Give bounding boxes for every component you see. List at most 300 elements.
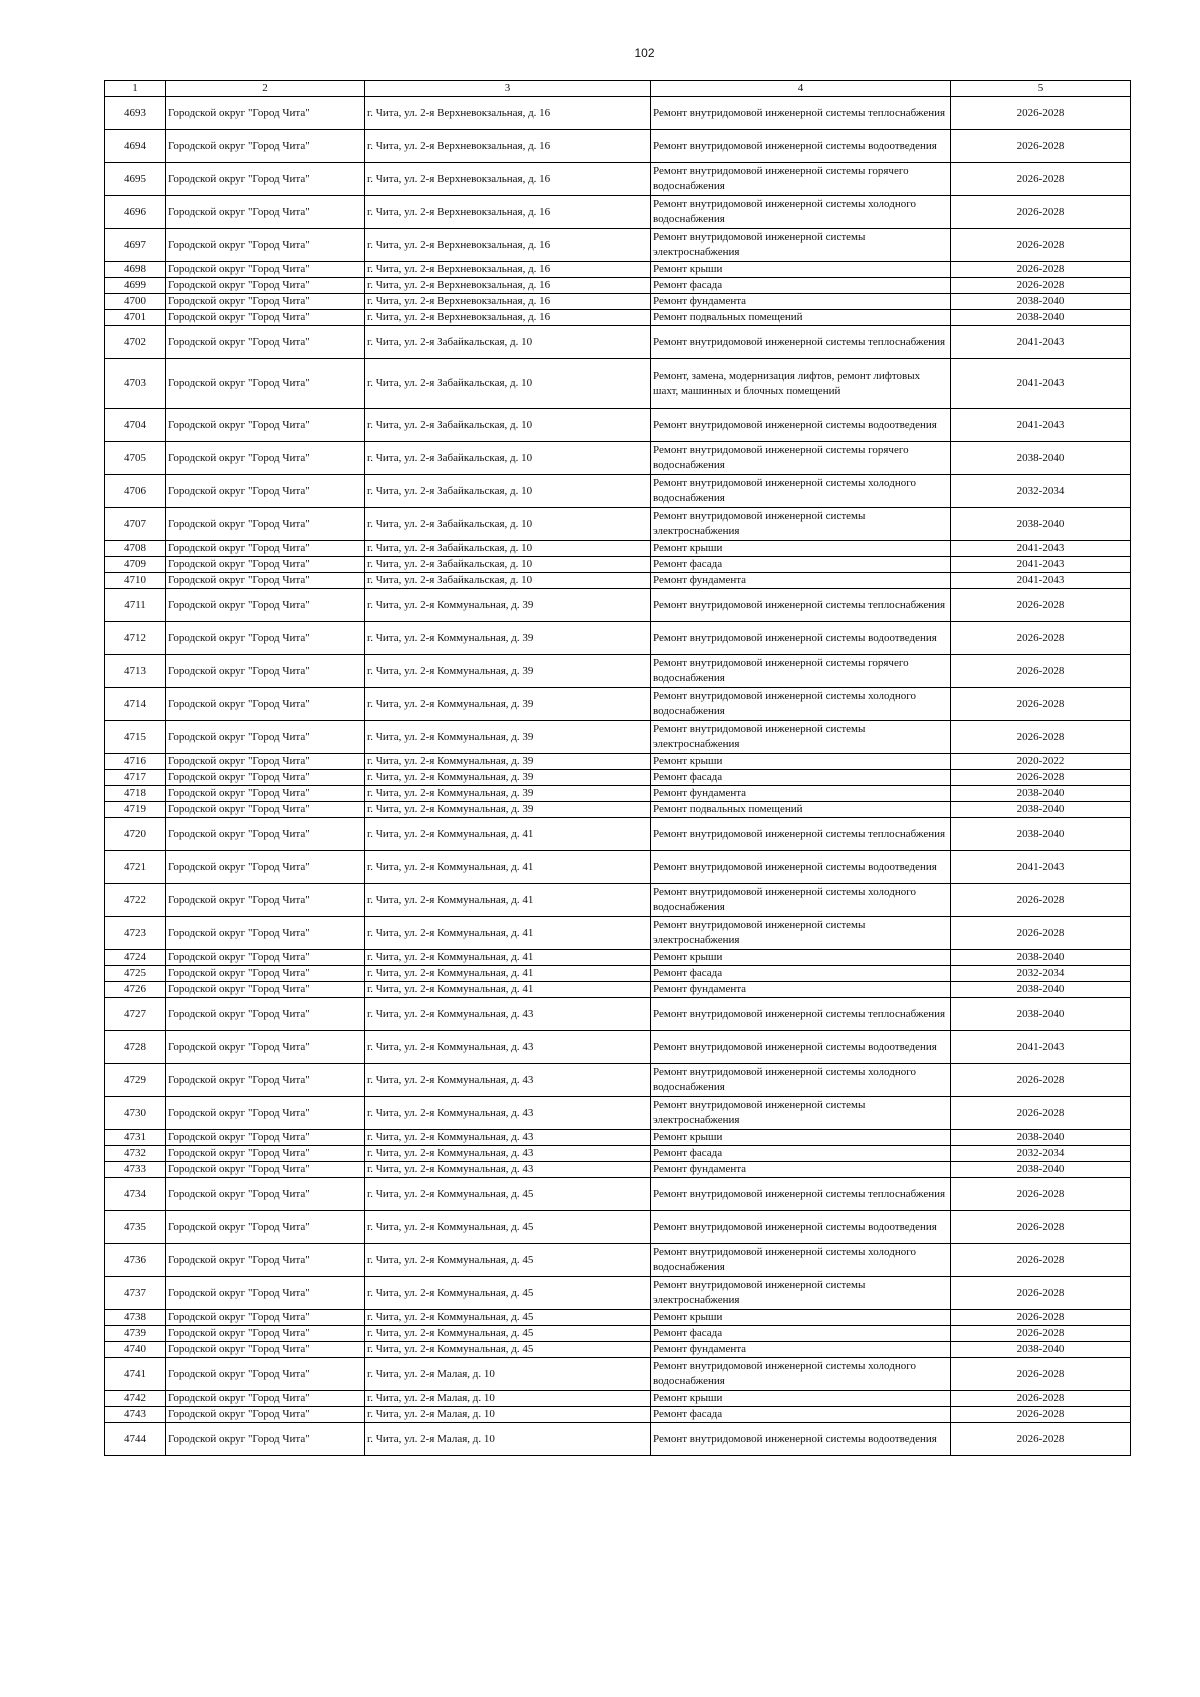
column-header-5: 5 <box>951 81 1131 97</box>
municipality-cell: Городской округ "Город Чита" <box>166 589 365 622</box>
municipality-cell: Городской округ "Город Чита" <box>166 1277 365 1310</box>
municipality-cell: Городской округ "Город Чита" <box>166 721 365 754</box>
address-cell: г. Чита, ул. 2-я Коммунальная, д. 39 <box>365 802 651 818</box>
period-cell: 2026-2028 <box>951 1310 1131 1326</box>
period-cell: 2026-2028 <box>951 917 1131 950</box>
period-cell: 2026-2028 <box>951 1097 1131 1130</box>
period-cell: 2041-2043 <box>951 409 1131 442</box>
table-row <box>105 622 1131 655</box>
work-type-cell: Ремонт внутридомовой инженерной системы теплоснабжения <box>651 818 951 851</box>
address-cell: г. Чита, ул. 2-я Коммунальная, д. 43 <box>365 1130 651 1146</box>
table-row <box>105 1326 1131 1342</box>
work-type-cell: Ремонт внутридомовой инженерной системы холодного водоснабжения <box>651 688 951 721</box>
period-cell: 2026-2028 <box>951 1358 1131 1391</box>
table-row <box>105 1097 1131 1130</box>
table-row <box>105 754 1131 770</box>
table-row <box>105 1064 1131 1097</box>
table-row <box>105 130 1131 163</box>
row-number-cell: 4741 <box>105 1358 166 1391</box>
address-cell: г. Чита, ул. 2-я Верхневокзальная, д. 16 <box>365 130 651 163</box>
municipality-cell: Городской округ "Город Чита" <box>166 1130 365 1146</box>
address-cell: г. Чита, ул. 2-я Забайкальская, д. 10 <box>365 557 651 573</box>
table-row <box>105 998 1131 1031</box>
municipality-cell: Городской округ "Город Чита" <box>166 688 365 721</box>
row-number-cell: 4709 <box>105 557 166 573</box>
period-cell: 2038-2040 <box>951 786 1131 802</box>
row-number-cell: 4702 <box>105 326 166 359</box>
column-header-1: 1 <box>105 81 166 97</box>
row-number-cell: 4742 <box>105 1391 166 1407</box>
row-number-cell: 4701 <box>105 310 166 326</box>
municipality-cell: Городской округ "Город Чита" <box>166 196 365 229</box>
period-cell: 2038-2040 <box>951 1130 1131 1146</box>
address-cell: г. Чита, ул. 2-я Коммунальная, д. 45 <box>365 1178 651 1211</box>
address-cell: г. Чита, ул. 2-я Коммунальная, д. 39 <box>365 721 651 754</box>
work-type-cell: Ремонт внутридомовой инженерной системы электроснабжения <box>651 721 951 754</box>
row-number-cell: 4718 <box>105 786 166 802</box>
municipality-cell: Городской округ "Город Чита" <box>166 163 365 196</box>
work-type-cell: Ремонт подвальных помещений <box>651 802 951 818</box>
address-cell: г. Чита, ул. 2-я Верхневокзальная, д. 16 <box>365 294 651 310</box>
address-cell: г. Чита, ул. 2-я Коммунальная, д. 39 <box>365 770 651 786</box>
address-cell: г. Чита, ул. 2-я Малая, д. 10 <box>365 1423 651 1456</box>
period-cell: 2026-2028 <box>951 1423 1131 1456</box>
row-number-cell: 4733 <box>105 1162 166 1178</box>
period-cell: 2038-2040 <box>951 950 1131 966</box>
table-row <box>105 278 1131 294</box>
table-row <box>105 688 1131 721</box>
period-cell: 2026-2028 <box>951 1244 1131 1277</box>
municipality-cell: Городской округ "Город Чита" <box>166 294 365 310</box>
address-cell: г. Чита, ул. 2-я Забайкальская, д. 10 <box>365 359 651 409</box>
column-number-row <box>105 81 1131 97</box>
work-type-cell: Ремонт фасада <box>651 966 951 982</box>
table-row <box>105 721 1131 754</box>
row-number-cell: 4738 <box>105 1310 166 1326</box>
work-type-cell: Ремонт фасада <box>651 557 951 573</box>
table-row <box>105 1407 1131 1423</box>
work-type-cell: Ремонт крыши <box>651 1310 951 1326</box>
address-cell: г. Чита, ул. 2-я Коммунальная, д. 41 <box>365 818 651 851</box>
address-cell: г. Чита, ул. 2-я Забайкальская, д. 10 <box>365 326 651 359</box>
table-row <box>105 409 1131 442</box>
period-cell: 2026-2028 <box>951 1064 1131 1097</box>
address-cell: г. Чита, ул. 2-я Коммунальная, д. 45 <box>365 1211 651 1244</box>
table-row <box>105 541 1131 557</box>
work-type-cell: Ремонт внутридомовой инженерной системы водоотведения <box>651 1423 951 1456</box>
period-cell: 2026-2028 <box>951 622 1131 655</box>
table-row <box>105 97 1131 130</box>
address-cell: г. Чита, ул. 2-я Коммунальная, д. 39 <box>365 688 651 721</box>
period-cell: 2041-2043 <box>951 326 1131 359</box>
row-number-cell: 4722 <box>105 884 166 917</box>
table-row <box>105 589 1131 622</box>
row-number-cell: 4735 <box>105 1211 166 1244</box>
table-row <box>105 1146 1131 1162</box>
row-number-cell: 4717 <box>105 770 166 786</box>
table-row <box>105 917 1131 950</box>
table-row <box>105 262 1131 278</box>
address-cell: г. Чита, ул. 2-я Забайкальская, д. 10 <box>365 573 651 589</box>
row-number-cell: 4697 <box>105 229 166 262</box>
address-cell: г. Чита, ул. 2-я Малая, д. 10 <box>365 1407 651 1423</box>
row-number-cell: 4714 <box>105 688 166 721</box>
municipality-cell: Городской округ "Город Чита" <box>166 655 365 688</box>
work-type-cell: Ремонт фундамента <box>651 786 951 802</box>
period-cell: 2038-2040 <box>951 1162 1131 1178</box>
row-number-cell: 4744 <box>105 1423 166 1456</box>
municipality-cell: Городской округ "Город Чита" <box>166 786 365 802</box>
table-row <box>105 326 1131 359</box>
table-row <box>105 1130 1131 1146</box>
row-number-cell: 4712 <box>105 622 166 655</box>
period-cell: 2032-2034 <box>951 966 1131 982</box>
period-cell: 2038-2040 <box>951 508 1131 541</box>
municipality-cell: Городской округ "Город Чита" <box>166 557 365 573</box>
work-type-cell: Ремонт внутридомовой инженерной системы горячего водоснабжения <box>651 655 951 688</box>
row-number-cell: 4739 <box>105 1326 166 1342</box>
period-cell: 2026-2028 <box>951 196 1131 229</box>
period-cell: 2038-2040 <box>951 982 1131 998</box>
table-row <box>105 163 1131 196</box>
row-number-cell: 4720 <box>105 818 166 851</box>
row-number-cell: 4693 <box>105 97 166 130</box>
period-cell: 2041-2043 <box>951 851 1131 884</box>
work-type-cell: Ремонт фундамента <box>651 573 951 589</box>
period-cell: 2038-2040 <box>951 998 1131 1031</box>
work-type-cell: Ремонт фасада <box>651 1407 951 1423</box>
municipality-cell: Городской округ "Город Чита" <box>166 818 365 851</box>
page-number: 102 <box>634 46 655 60</box>
municipality-cell: Городской округ "Город Чита" <box>166 1391 365 1407</box>
municipality-cell: Городской округ "Город Чита" <box>166 1162 365 1178</box>
work-type-cell: Ремонт внутридомовой инженерной системы холодного водоснабжения <box>651 475 951 508</box>
municipality-cell: Городской округ "Город Чита" <box>166 982 365 998</box>
address-cell: г. Чита, ул. 2-я Коммунальная, д. 39 <box>365 754 651 770</box>
municipality-cell: Городской округ "Город Чита" <box>166 1244 365 1277</box>
row-number-cell: 4734 <box>105 1178 166 1211</box>
work-type-cell: Ремонт внутридомовой инженерной системы водоотведения <box>651 622 951 655</box>
address-cell: г. Чита, ул. 2-я Коммунальная, д. 45 <box>365 1326 651 1342</box>
table-row <box>105 1423 1131 1456</box>
period-cell: 2026-2028 <box>951 262 1131 278</box>
period-cell: 2038-2040 <box>951 310 1131 326</box>
table-row <box>105 802 1131 818</box>
table-row <box>105 851 1131 884</box>
work-type-cell: Ремонт внутридомовой инженерной системы теплоснабжения <box>651 97 951 130</box>
period-cell: 2026-2028 <box>951 655 1131 688</box>
work-type-cell: Ремонт внутридомовой инженерной системы электроснабжения <box>651 229 951 262</box>
table-row <box>105 196 1131 229</box>
row-number-cell: 4704 <box>105 409 166 442</box>
municipality-cell: Городской округ "Город Чита" <box>166 573 365 589</box>
address-cell: г. Чита, ул. 2-я Коммунальная, д. 45 <box>365 1277 651 1310</box>
municipality-cell: Городской округ "Город Чита" <box>166 1358 365 1391</box>
work-type-cell: Ремонт фундамента <box>651 1162 951 1178</box>
work-type-cell: Ремонт фундамента <box>651 294 951 310</box>
period-cell: 2026-2028 <box>951 97 1131 130</box>
work-type-cell: Ремонт внутридомовой инженерной системы холодного водоснабжения <box>651 1358 951 1391</box>
address-cell: г. Чита, ул. 2-я Верхневокзальная, д. 16 <box>365 229 651 262</box>
row-number-cell: 4715 <box>105 721 166 754</box>
row-number-cell: 4728 <box>105 1031 166 1064</box>
address-cell: г. Чита, ул. 2-я Коммунальная, д. 45 <box>365 1244 651 1277</box>
municipality-cell: Городской округ "Город Чита" <box>166 917 365 950</box>
work-type-cell: Ремонт внутридомовой инженерной системы холодного водоснабжения <box>651 884 951 917</box>
address-cell: г. Чита, ул. 2-я Малая, д. 10 <box>365 1358 651 1391</box>
municipality-cell: Городской округ "Город Чита" <box>166 998 365 1031</box>
period-cell: 2026-2028 <box>951 163 1131 196</box>
period-cell: 2038-2040 <box>951 802 1131 818</box>
period-cell: 2026-2028 <box>951 1391 1131 1407</box>
municipality-cell: Городской округ "Город Чита" <box>166 442 365 475</box>
row-number-cell: 4698 <box>105 262 166 278</box>
work-type-cell: Ремонт крыши <box>651 950 951 966</box>
table-row <box>105 884 1131 917</box>
address-cell: г. Чита, ул. 2-я Коммунальная, д. 43 <box>365 1064 651 1097</box>
row-number-cell: 4725 <box>105 966 166 982</box>
period-cell: 2038-2040 <box>951 442 1131 475</box>
work-type-cell: Ремонт внутридомовой инженерной системы холодного водоснабжения <box>651 1064 951 1097</box>
work-type-cell: Ремонт внутридомовой инженерной системы теплоснабжения <box>651 326 951 359</box>
address-cell: г. Чита, ул. 2-я Коммунальная, д. 45 <box>365 1342 651 1358</box>
table-row <box>105 229 1131 262</box>
municipality-cell: Городской округ "Город Чита" <box>166 1423 365 1456</box>
column-header-4: 4 <box>651 81 951 97</box>
table-row <box>105 475 1131 508</box>
work-type-cell: Ремонт внутридомовой инженерной системы электроснабжения <box>651 1097 951 1130</box>
period-cell: 2026-2028 <box>951 1407 1131 1423</box>
table-row <box>105 1178 1131 1211</box>
row-number-cell: 4707 <box>105 508 166 541</box>
row-number-cell: 4705 <box>105 442 166 475</box>
period-cell: 2026-2028 <box>951 1277 1131 1310</box>
work-type-cell: Ремонт внутридомовой инженерной системы водоотведения <box>651 851 951 884</box>
row-number-cell: 4700 <box>105 294 166 310</box>
address-cell: г. Чита, ул. 2-я Коммунальная, д. 41 <box>365 982 651 998</box>
period-cell: 2020-2022 <box>951 754 1131 770</box>
period-cell: 2026-2028 <box>951 278 1131 294</box>
period-cell: 2026-2028 <box>951 589 1131 622</box>
period-cell: 2038-2040 <box>951 818 1131 851</box>
address-cell: г. Чита, ул. 2-я Забайкальская, д. 10 <box>365 541 651 557</box>
table-body <box>105 97 1131 1456</box>
work-type-cell: Ремонт внутридомовой инженерной системы теплоснабжения <box>651 589 951 622</box>
address-cell: г. Чита, ул. 2-я Коммунальная, д. 41 <box>365 917 651 950</box>
municipality-cell: Городской округ "Город Чита" <box>166 1342 365 1358</box>
period-cell: 2032-2034 <box>951 475 1131 508</box>
address-cell: г. Чита, ул. 2-я Коммунальная, д. 43 <box>365 1031 651 1064</box>
work-type-cell: Ремонт внутридомовой инженерной системы электроснабжения <box>651 917 951 950</box>
table-row <box>105 1244 1131 1277</box>
row-number-cell: 4730 <box>105 1097 166 1130</box>
address-cell: г. Чита, ул. 2-я Забайкальская, д. 10 <box>365 409 651 442</box>
period-cell: 2041-2043 <box>951 1031 1131 1064</box>
work-type-cell: Ремонт внутридомовой инженерной системы водоотведения <box>651 130 951 163</box>
row-number-cell: 4726 <box>105 982 166 998</box>
period-cell: 2026-2028 <box>951 1211 1131 1244</box>
row-number-cell: 4737 <box>105 1277 166 1310</box>
address-cell: г. Чита, ул. 2-я Коммунальная, д. 43 <box>365 1097 651 1130</box>
work-type-cell: Ремонт фундамента <box>651 982 951 998</box>
table-row <box>105 557 1131 573</box>
table-row <box>105 1310 1131 1326</box>
work-type-cell: Ремонт внутридомовой инженерной системы электроснабжения <box>651 508 951 541</box>
row-number-cell: 4708 <box>105 541 166 557</box>
address-cell: г. Чита, ул. 2-я Верхневокзальная, д. 16 <box>365 97 651 130</box>
table-row <box>105 770 1131 786</box>
municipality-cell: Городской округ "Город Чита" <box>166 508 365 541</box>
address-cell: г. Чита, ул. 2-я Коммунальная, д. 39 <box>365 589 651 622</box>
municipality-cell: Городской округ "Город Чита" <box>166 1326 365 1342</box>
work-type-cell: Ремонт фасада <box>651 1326 951 1342</box>
row-number-cell: 4724 <box>105 950 166 966</box>
row-number-cell: 4727 <box>105 998 166 1031</box>
table-row <box>105 1342 1131 1358</box>
municipality-cell: Городской округ "Город Чита" <box>166 409 365 442</box>
row-number-cell: 4731 <box>105 1130 166 1146</box>
municipality-cell: Городской округ "Город Чита" <box>166 851 365 884</box>
municipality-cell: Городской округ "Город Чита" <box>166 950 365 966</box>
municipality-cell: Городской округ "Город Чита" <box>166 1146 365 1162</box>
municipality-cell: Городской округ "Город Чита" <box>166 770 365 786</box>
address-cell: г. Чита, ул. 2-я Коммунальная, д. 41 <box>365 966 651 982</box>
work-type-cell: Ремонт, замена, модернизация лифтов, ремонт лифтовых шахт, машинных и блочных помещений <box>651 359 951 409</box>
row-number-cell: 4743 <box>105 1407 166 1423</box>
row-number-cell: 4736 <box>105 1244 166 1277</box>
address-cell: г. Чита, ул. 2-я Верхневокзальная, д. 16 <box>365 310 651 326</box>
work-type-cell: Ремонт внутридомовой инженерной системы теплоснабжения <box>651 998 951 1031</box>
municipality-cell: Городской округ "Город Чита" <box>166 622 365 655</box>
municipality-cell: Городской округ "Город Чита" <box>166 475 365 508</box>
municipality-cell: Городской округ "Город Чита" <box>166 802 365 818</box>
municipality-cell: Городской округ "Город Чита" <box>166 1064 365 1097</box>
table-row <box>105 1391 1131 1407</box>
row-number-cell: 4723 <box>105 917 166 950</box>
table-row <box>105 655 1131 688</box>
address-cell: г. Чита, ул. 2-я Забайкальская, д. 10 <box>365 475 651 508</box>
work-type-cell: Ремонт крыши <box>651 1130 951 1146</box>
address-cell: г. Чита, ул. 2-я Коммунальная, д. 39 <box>365 622 651 655</box>
address-cell: г. Чита, ул. 2-я Верхневокзальная, д. 16 <box>365 278 651 294</box>
municipality-cell: Городской округ "Город Чита" <box>166 541 365 557</box>
address-cell: г. Чита, ул. 2-я Забайкальская, д. 10 <box>365 442 651 475</box>
repair-schedule-table <box>104 80 1131 1456</box>
municipality-cell: Городской округ "Город Чита" <box>166 1097 365 1130</box>
row-number-cell: 4716 <box>105 754 166 770</box>
work-type-cell: Ремонт фасада <box>651 1146 951 1162</box>
municipality-cell: Городской округ "Город Чита" <box>166 884 365 917</box>
municipality-cell: Городской округ "Город Чита" <box>166 262 365 278</box>
address-cell: г. Чита, ул. 2-я Коммунальная, д. 39 <box>365 655 651 688</box>
address-cell: г. Чита, ул. 2-я Коммунальная, д. 41 <box>365 950 651 966</box>
municipality-cell: Городской округ "Город Чита" <box>166 310 365 326</box>
row-number-cell: 4696 <box>105 196 166 229</box>
municipality-cell: Городской округ "Город Чита" <box>166 1178 365 1211</box>
municipality-cell: Городской округ "Город Чита" <box>166 1031 365 1064</box>
address-cell: г. Чита, ул. 2-я Коммунальная, д. 43 <box>365 1162 651 1178</box>
period-cell: 2026-2028 <box>951 130 1131 163</box>
period-cell: 2026-2028 <box>951 1326 1131 1342</box>
municipality-cell: Городской округ "Город Чита" <box>166 278 365 294</box>
work-type-cell: Ремонт фундамента <box>651 1342 951 1358</box>
work-type-cell: Ремонт внутридомовой инженерной системы теплоснабжения <box>651 1178 951 1211</box>
municipality-cell: Городской округ "Город Чита" <box>166 1407 365 1423</box>
work-type-cell: Ремонт крыши <box>651 754 951 770</box>
table-row <box>105 786 1131 802</box>
work-type-cell: Ремонт внутридомовой инженерной системы водоотведения <box>651 1211 951 1244</box>
period-cell: 2026-2028 <box>951 721 1131 754</box>
address-cell: г. Чита, ул. 2-я Верхневокзальная, д. 16 <box>365 196 651 229</box>
table-row <box>105 442 1131 475</box>
row-number-cell: 4732 <box>105 1146 166 1162</box>
municipality-cell: Городской округ "Город Чита" <box>166 359 365 409</box>
municipality-cell: Городской округ "Город Чита" <box>166 1211 365 1244</box>
row-number-cell: 4706 <box>105 475 166 508</box>
table-row <box>105 573 1131 589</box>
address-cell: г. Чита, ул. 2-я Забайкальская, д. 10 <box>365 508 651 541</box>
address-cell: г. Чита, ул. 2-я Малая, д. 10 <box>365 1391 651 1407</box>
municipality-cell: Городской округ "Город Чита" <box>166 130 365 163</box>
period-cell: 2026-2028 <box>951 688 1131 721</box>
table-row <box>105 818 1131 851</box>
work-type-cell: Ремонт подвальных помещений <box>651 310 951 326</box>
table-row <box>105 966 1131 982</box>
municipality-cell: Городской округ "Город Чита" <box>166 966 365 982</box>
period-cell: 2026-2028 <box>951 884 1131 917</box>
period-cell: 2026-2028 <box>951 229 1131 262</box>
address-cell: г. Чита, ул. 2-я Коммунальная, д. 39 <box>365 786 651 802</box>
work-type-cell: Ремонт крыши <box>651 1391 951 1407</box>
work-type-cell: Ремонт внутридомовой инженерной системы водоотведения <box>651 409 951 442</box>
period-cell: 2026-2028 <box>951 1178 1131 1211</box>
work-type-cell: Ремонт внутридомовой инженерной системы водоотведения <box>651 1031 951 1064</box>
row-number-cell: 4703 <box>105 359 166 409</box>
row-number-cell: 4740 <box>105 1342 166 1358</box>
row-number-cell: 4713 <box>105 655 166 688</box>
table-row <box>105 950 1131 966</box>
table-row <box>105 310 1131 326</box>
row-number-cell: 4699 <box>105 278 166 294</box>
row-number-cell: 4695 <box>105 163 166 196</box>
work-type-cell: Ремонт фасада <box>651 278 951 294</box>
address-cell: г. Чита, ул. 2-я Коммунальная, д. 41 <box>365 884 651 917</box>
municipality-cell: Городской округ "Город Чита" <box>166 229 365 262</box>
work-type-cell: Ремонт крыши <box>651 541 951 557</box>
period-cell: 2041-2043 <box>951 573 1131 589</box>
address-cell: г. Чита, ул. 2-я Коммунальная, д. 43 <box>365 1146 651 1162</box>
period-cell: 2041-2043 <box>951 359 1131 409</box>
table-row <box>105 982 1131 998</box>
table-row <box>105 1031 1131 1064</box>
row-number-cell: 4721 <box>105 851 166 884</box>
table-row <box>105 1277 1131 1310</box>
work-type-cell: Ремонт внутридомовой инженерной системы горячего водоснабжения <box>651 163 951 196</box>
municipality-cell: Городской округ "Город Чита" <box>166 97 365 130</box>
address-cell: г. Чита, ул. 2-я Коммунальная, д. 45 <box>365 1310 651 1326</box>
column-header-2: 2 <box>166 81 365 97</box>
address-cell: г. Чита, ул. 2-я Верхневокзальная, д. 16 <box>365 262 651 278</box>
table-row <box>105 1162 1131 1178</box>
work-type-cell: Ремонт внутридомовой инженерной системы холодного водоснабжения <box>651 196 951 229</box>
period-cell: 2032-2034 <box>951 1146 1131 1162</box>
period-cell: 2041-2043 <box>951 541 1131 557</box>
table-row <box>105 359 1131 409</box>
address-cell: г. Чита, ул. 2-я Коммунальная, д. 43 <box>365 998 651 1031</box>
work-type-cell: Ремонт внутридомовой инженерной системы холодного водоснабжения <box>651 1244 951 1277</box>
period-cell: 2041-2043 <box>951 557 1131 573</box>
address-cell: г. Чита, ул. 2-я Верхневокзальная, д. 16 <box>365 163 651 196</box>
